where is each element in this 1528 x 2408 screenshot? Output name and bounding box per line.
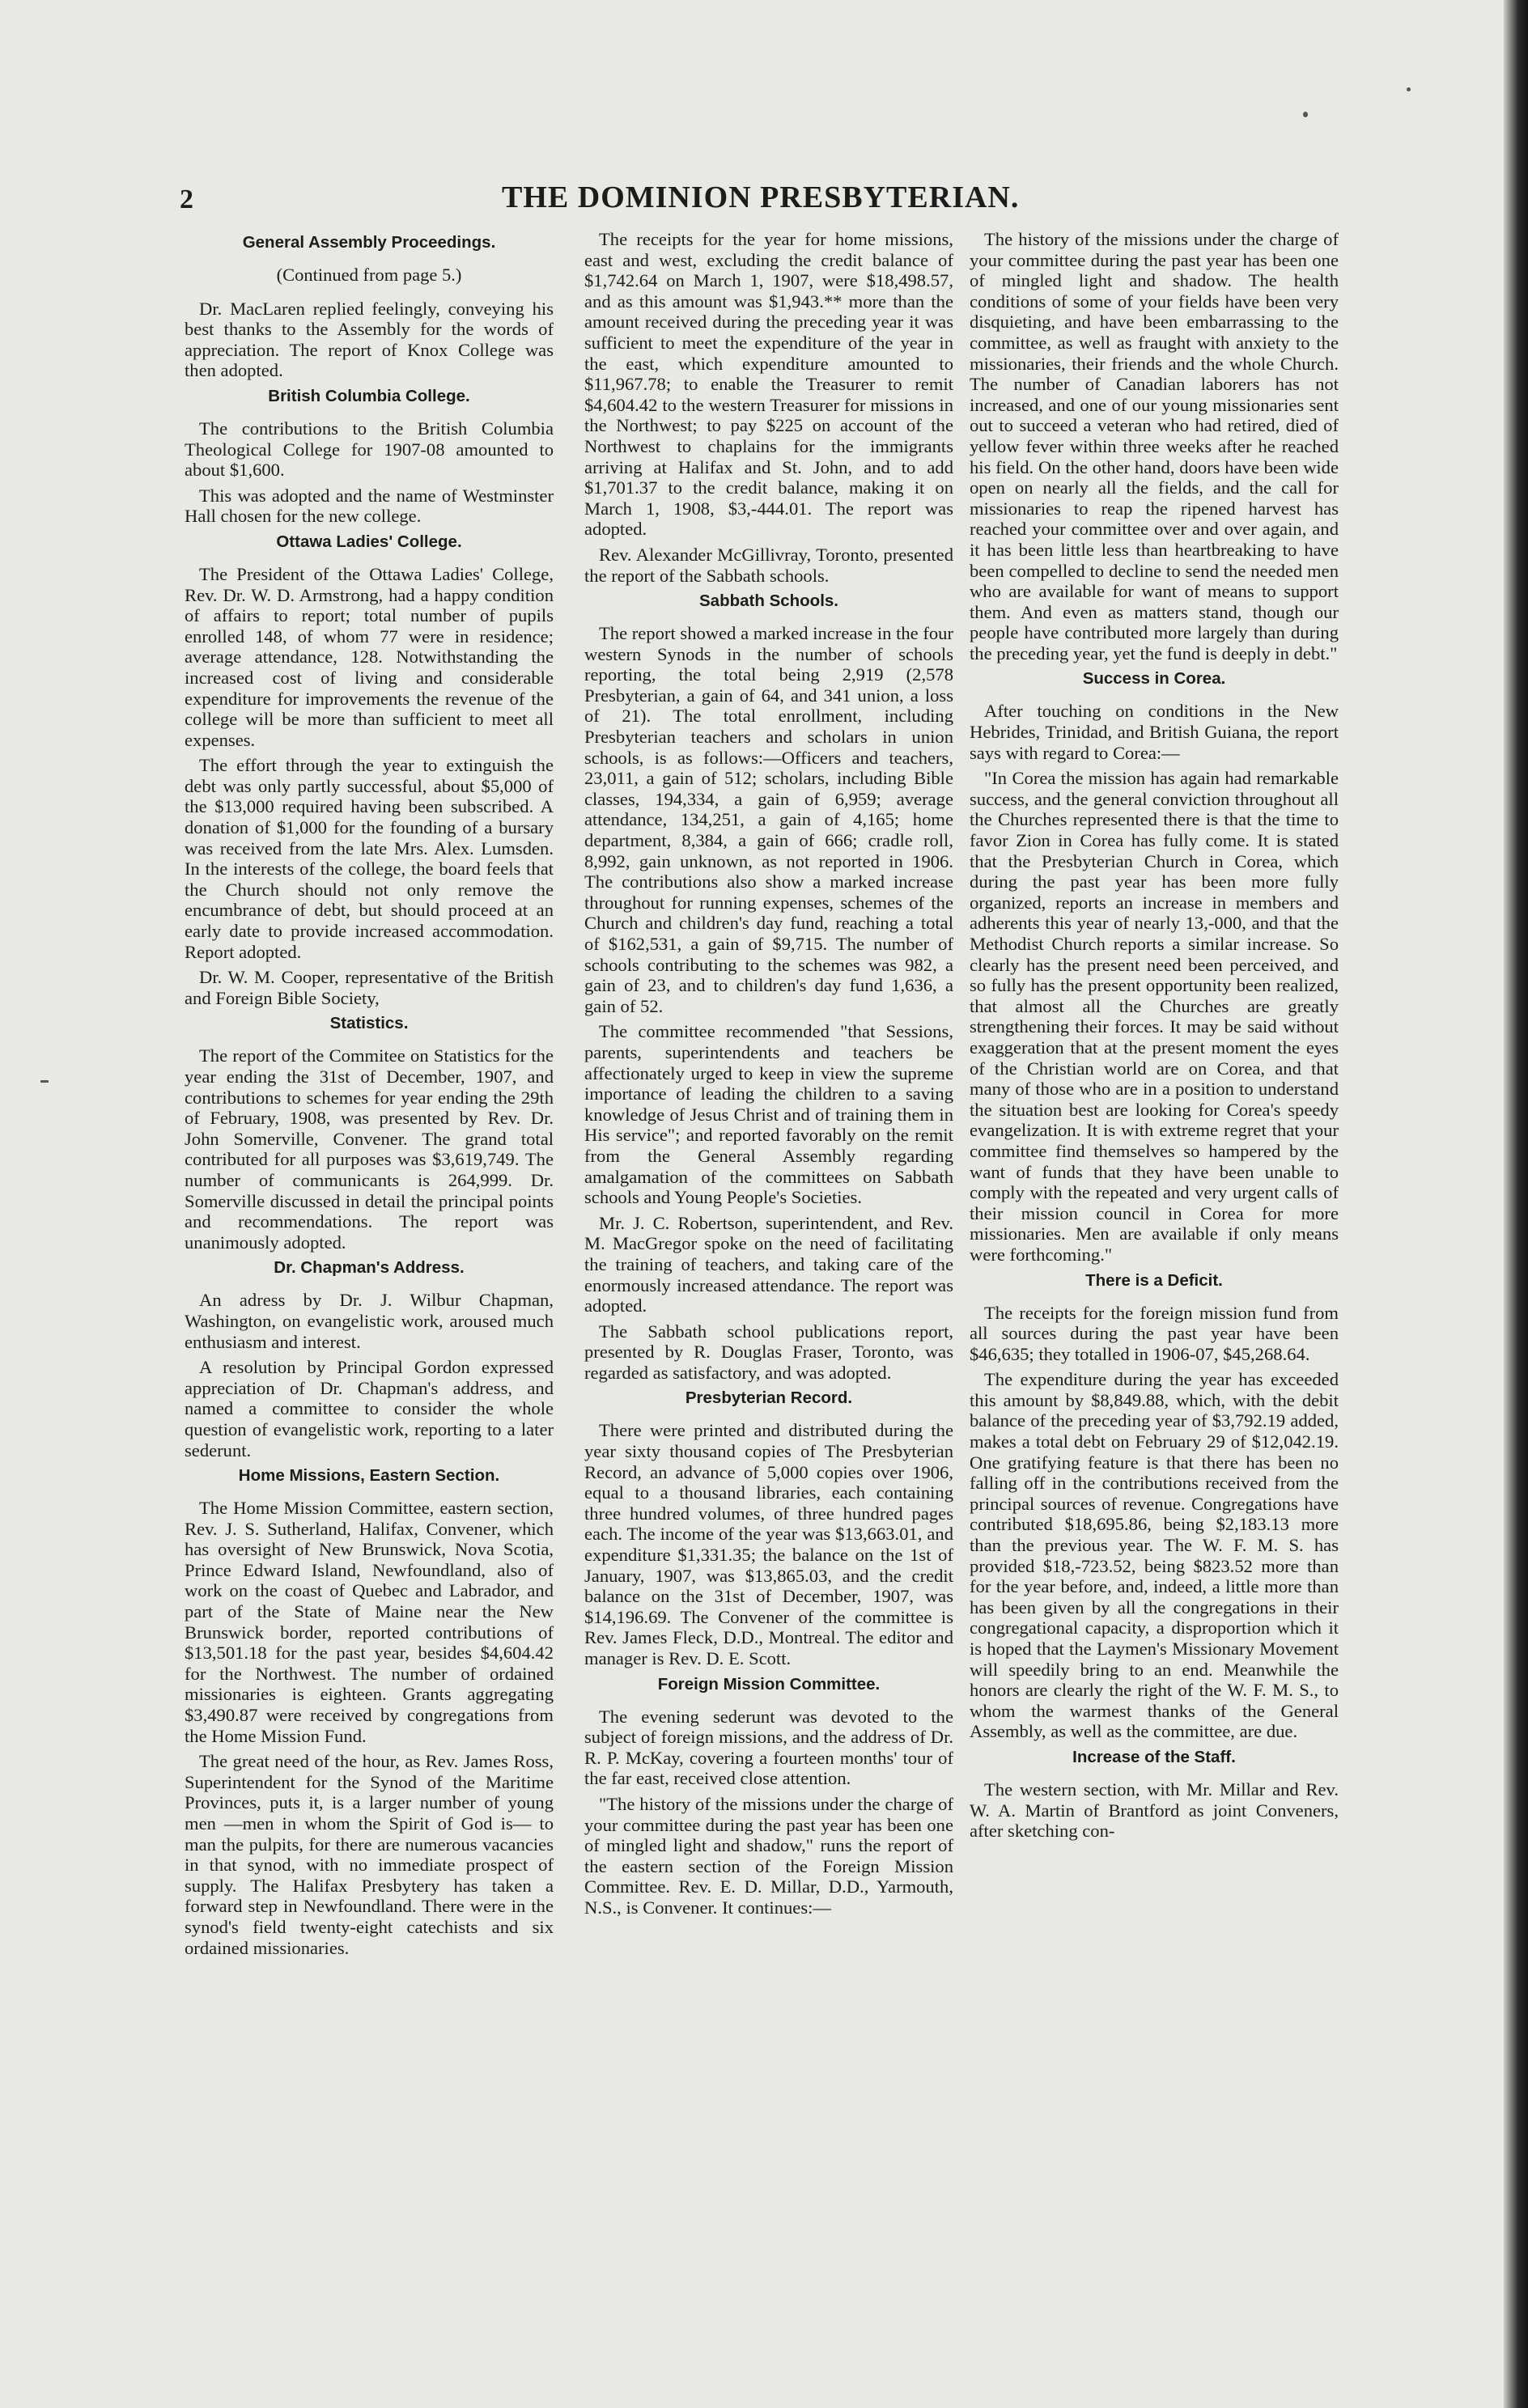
paragraph: The receipts for the year for home missions, east and west, excluding the credit balance of $1,742.64 on March 1, 1907, were $18,498.57, and as this amount was $1,943.** more than the amount received during the preceding year it was sufficient to meet the expenditure of the year in the east, which expenditure amounted to $11,967.78; to enable the Treasurer to remit $4,604.42 to the western Treasurer for missions in the Northwest; to pay $225 on account of the Northwest to chaplains for the immigrants arriving at Halifax and St. John, and to add $1,701.37 to the credit balance, making it on March 1, 1908, $3,-444.01. The report was adopted. — [584, 229, 953, 540]
page-edge-shadow — [1504, 0, 1528, 2408]
continuation-note: (Continued from page 5.) — [276, 265, 462, 285]
paragraph: The President of the Ottawa Ladies' College, Rev. Dr. W. D. Armstrong, had a happy condition of affairs to report; total number of pupils enrolled 148, of whom 77 were in residence; average attendance, 128. Notwithstanding the increased cost of living and considerable expenditure for improvements the revenue of the college will be more than sufficient to meet all expenses. — [185, 563, 554, 750]
section-heading: Increase of the Staff. — [1072, 1747, 1236, 1766]
column-right — [970, 229, 1339, 2300]
paragraph: The receipts for the foreign mission fund from all sources during the past year have been $46,635; they totalled in 1906-07, $45,268.64. — [970, 1302, 1339, 1364]
section-heading: Sabbath Schools. — [699, 591, 838, 611]
section-heading: Success in Corea. — [1082, 669, 1226, 689]
ink-speck — [40, 1080, 49, 1083]
paragraph: The report of the Commitee on Statistics for the year ending the 31st of December, 1907, and contributions to schemes for year ending the 29th of February, 1908, was presented by Rev. Dr. John Somerville, Convener. The grand total contributed for all purposes was $3,619,749. The number of communicants is 264,999. Dr. Somerville discussed in detail the principal points and recommendations. The report was unanimously adopted. — [185, 1045, 554, 1253]
paragraph: "In Corea the mission has again had remarkable success, and the general conviction throughout all the Churches represented there is that the time to favor Zion in Corea has fully come. It is stated that the Presbyterian Church in Corea, which during the past year has been more fully organized, reports an increase in members and adherents this year of nearly 13,-000, and that the Methodist Church reports a similar increase. So clearly has the present need been perceived, and so fully has the present opportunity been realized, that almost all the Churches are greatly strengthening their forces. It may be said without exaggeration that at the present moment the eyes of the Christian world are on Corea, and that many of those who are in a position to understand the situation best are looking for Corea's speedy evangelization. It is with extreme regret that your committee find themselves so hampered by the want of funds that they have been unable to comply with the repeated and very urgent calls of their mission council in Corea for more missionaries. Men are available if only means were forthcoming." — [970, 768, 1339, 1265]
paragraph: The Sabbath school publications report, presented by R. Douglas Fraser, Toronto, was regarded as satisfactory, and was adopted. — [584, 1321, 953, 1383]
paragraph: A resolution by Principal Gordon expressed appreciation of Dr. Chapman's address, and named a committee to consider the whole question of evangelistic work, reporting to a later sederunt. — [185, 1357, 554, 1460]
section-heading: Statistics. — [329, 1014, 409, 1033]
paragraph: "The history of the missions under the charge of your committee during the past year has been one of mingled light and shadow," runs the report of the eastern section of the Foreign Mission Committee. Rev. E. D. Millar, D.D., Yarmouth, N.S., is Convener. It continues:— — [584, 1793, 953, 1918]
ink-speck — [1407, 87, 1411, 91]
newspaper-title: THE DOMINION PRESBYTERIAN. — [502, 180, 1020, 214]
section-heading: General Assembly Proceedings. — [242, 233, 496, 252]
paragraph: Dr. MacLaren replied feelingly, conveying his best thanks to the Assembly for the words of appreciation. The report of Knox College was then adopted. — [185, 298, 554, 381]
paragraph: The committee recommended "that Sessions, parents, superintendents and teachers be affectionately urged to keep in view the supreme importance of leading the children to a saving knowledge of Jesus Christ and of training them in His service"; and reported favorably on the remit from the General Assembly regarding amalgamation of the committees on Sabbath schools and Young People's Societies. — [584, 1021, 953, 1208]
section-heading: Dr. Chapman's Address. — [274, 1258, 465, 1278]
paragraph: Rev. Alexander McGillivray, Toronto, presented the report of the Sabbath schools. — [584, 544, 953, 586]
paragraph: The contributions to the British Columbia Theological College for 1907-08 amounted to about $1,600. — [185, 418, 554, 481]
paragraph: The western section, with Mr. Millar and Rev. W. A. Martin of Brantford as joint Conveners, after sketching con- — [970, 1778, 1339, 1842]
paragraph: Dr. W. M. Cooper, representative of the British and Foreign Bible Society, — [185, 967, 554, 1008]
column-left — [185, 229, 554, 2300]
section-heading: Ottawa Ladies' College. — [276, 532, 462, 551]
column-middle — [584, 229, 953, 2300]
paragraph: The report showed a marked increase in the four western Synods in the number of schools reporting, the total being 2,919 (2,578 Presbyterian, a gain of 64, and 341 union, a loss of 21). The total enrollment, including Presbyterian teachers and scholars in union schools, is as follows:—Officers and teachers, 23,011, a gain of 512; scholars, including Bible classes, 194,334, a gain of 6,959; average attendance, 134,251, a gain of 4,165; home department, 8,384, a gain of 666; cradle roll, 8,992, gain unknown, as not reported in 1906. The contributions also show a marked increase throughout for running expenses, schemes of the Church and children's day fund, reaching a total of $162,531, a gain of $9,715. The number of schools contributing to the schemes was 982, a gain of 23, and to children's day fund 1,636, a gain of 52. — [584, 623, 953, 1016]
page-number: 2 — [180, 184, 193, 214]
section-heading: British Columbia College. — [268, 386, 470, 405]
section-heading: There is a Deficit. — [1085, 1270, 1223, 1290]
paragraph: The great need of the hour, as Rev. James Ross, Superintendent for the Synod of the Maritime Provinces, puts it, is a larger number of young men —men in whom the Spirit of God is— to man the pulpits, for there are numerous vacancies in that synod, with no immediate prospect of supply. The Halifax Presbytery has taken a forward step in Newfoundland. There were in the synod's field twenty-eight catechists and six ordained missionaries. — [185, 1751, 554, 1958]
paragraph: Mr. J. C. Robertson, superintendent, and Rev. M. MacGregor spoke on the need of facilitating the training of teachers, and taking care of the enormously increased attendance. The report was adopted. — [584, 1212, 953, 1316]
paragraph: There were printed and distributed during the year sixty thousand copies of The Presbyterian Record, an advance of 5,000 copies over 1906, equal to a thousand libraries, each containing three hundred volumes, of three hundred pages each. The income of the year was $13,663.01, and expenditure $1,331.35; the balance on the 1st of January, 1907, was $13,865.03, and the credit balance on the 31st of December, 1907, was $14,196.69. The Convener of the committee is Rev. James Fleck, D.D., Montreal. The editor and manager is Rev. D. E. Scott. — [584, 1420, 953, 1668]
section-heading: Presbyterian Record. — [685, 1388, 853, 1408]
paragraph: After touching on conditions in the New Hebrides, Trinidad, and British Guiana, the report says with regard to Corea:— — [970, 701, 1339, 763]
paragraph: An adress by Dr. J. Wilbur Chapman, Washington, on evangelistic work, aroused much enthusiasm and interest. — [185, 1290, 554, 1352]
paragraph: The expenditure during the year has exceeded this amount by $8,849.88, which, with the debit balance of the preceding year of $3,792.19 added, makes a total debt on February 29 of $12,042.19. One gratifying feature is that there has been no falling off in the contributions received from the principal sources of revenue. Congregations have contributed $18,695.86, being $2,183.13 more than the previous year. The W. F. M. S. has provided $18,-723.52, being $823.52 more than for the year before, and, indeed, a little more than has been given by all the congregations in their congregational capacity, a disproportion which it is hoped that the Laymen's Missionary Movement will speedily bring to an end. Meanwhile the honors are clearly the right of the W. F. M. S., to whom the warmest thanks of the General Assembly, as well as the committee, are due. — [970, 1369, 1339, 1742]
paragraph: This was adopted and the name of Westminster Hall chosen for the new college. — [185, 485, 554, 527]
paragraph: The evening sederunt was devoted to the subject of foreign missions, and the address of Dr. R. P. McKay, covering a fourteen months' tour of the far east, received close attention. — [584, 1706, 953, 1789]
paragraph: The Home Mission Committee, eastern section, Rev. J. S. Sutherland, Halifax, Convener, which has oversight of New Brunswick, Nova Scotia, Prince Edward Island, Newfoundland, also of work on the coast of Quebec and Labrador, and part of the State of Maine near the New Brunswick border, reported contributions of $13,501.18 for the past year, besides $4,604.42 for the Northwest. The number of ordained missionaries is eighteen. Grants aggregating $3,490.87 were received by congregations from the Home Mission Fund. — [185, 1498, 554, 1746]
paragraph: The effort through the year to extinguish the debt was only partly successful, about $5,000 of the $13,000 required having been subscribed. A donation of $1,000 for the founding of a bursary was received from the late Mrs. Alex. Lumsden. In the interests of the college, the board feels that the Church should not only remove the encumbrance of debt, but should proceed at an early date to provide increased accommodation. Report adopted. — [185, 755, 554, 962]
section-heading: Home Missions, Eastern Section. — [238, 1466, 500, 1486]
paragraph: The history of the missions under the charge of your committee during the past year has been one of mingled light and shadow. The health conditions of some of your fields have been very disquieting, and have been embarrassing to the committee, as well as fraught with anxiety to the missionaries, their friends and the whole Church. The number of Canadian laborers has not increased, and one of our young missionaries sent out to succeed a veteran who had retired, died of yellow fever within three weeks after he reached his field. On the other hand, doors have been wide open on nearly all the fields, and the call for missionaries to reap the ripened harvest has reached your committee over and over again, and it has been little less than heartbreaking to have been compelled to decline to send the needed men who are available for want of means to support them. And even as matters stand, though our people have contributed more largely than during the preceding year, yet the fund is deeply in debt." — [970, 229, 1339, 663]
page-header — [0, 180, 1528, 220]
ink-speck — [1303, 112, 1308, 117]
section-heading: Foreign Mission Committee. — [657, 1674, 881, 1694]
